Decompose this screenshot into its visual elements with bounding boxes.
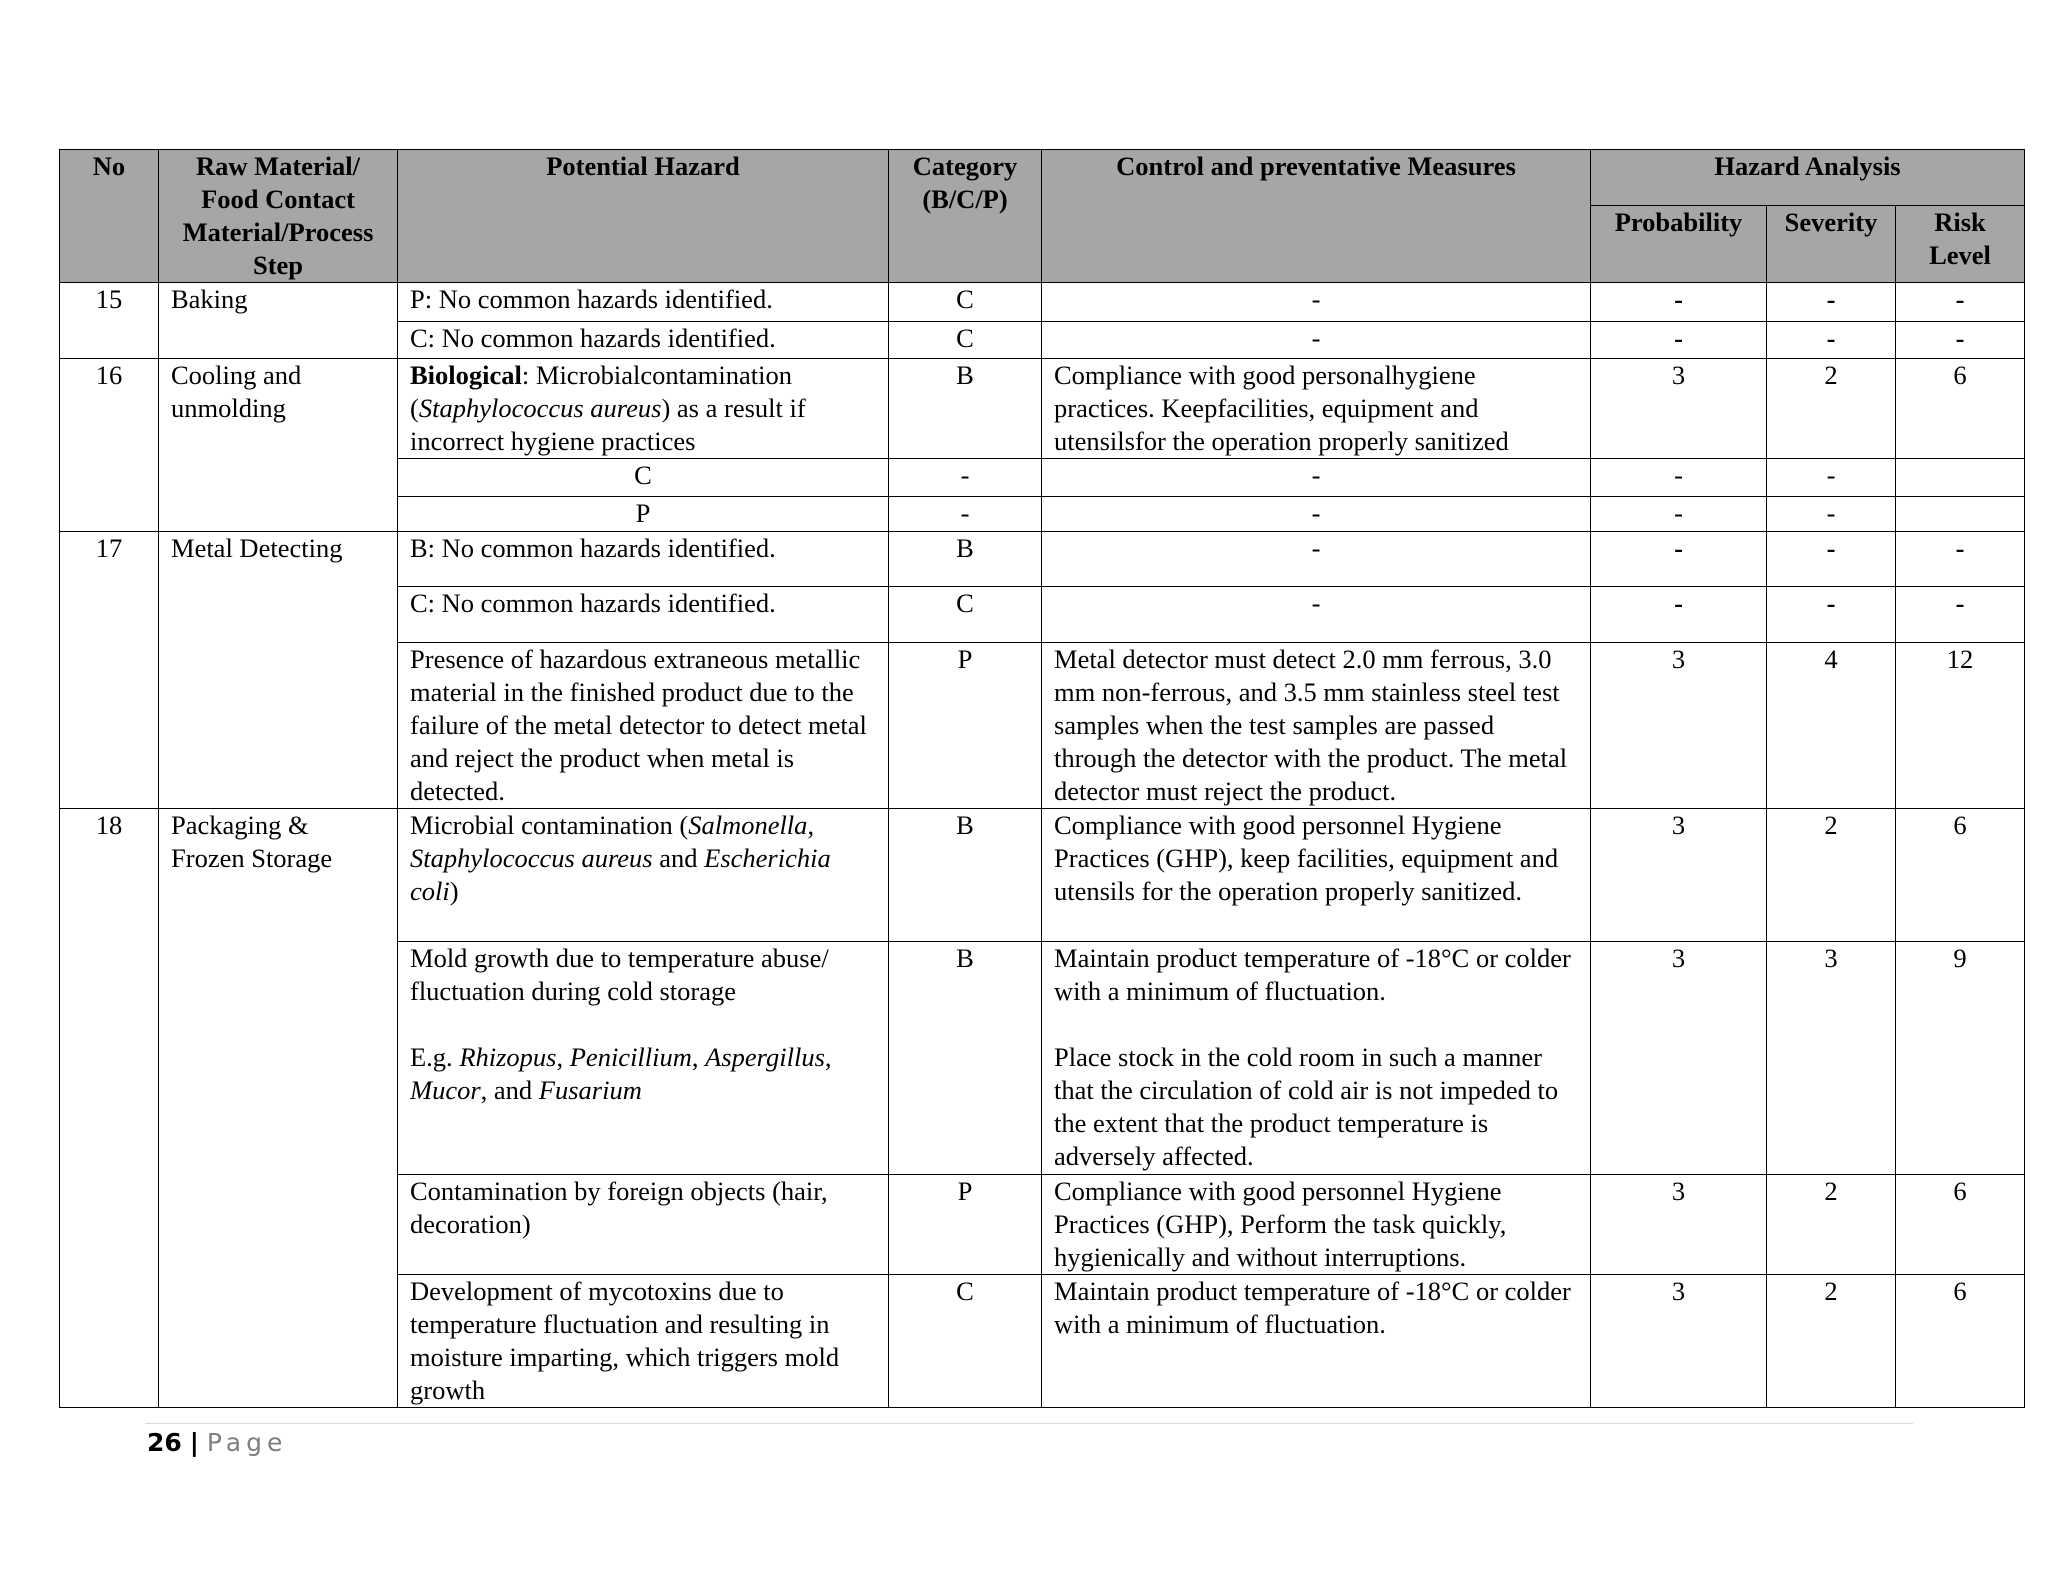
probability-cell: - [1591,459,1767,497]
page-label: Page [206,1428,288,1457]
hazard-cell: C: No common hazards identified. [398,322,889,359]
risk-cell: 6 [1896,359,2025,459]
header-category: Category (B/C/P) [889,150,1042,283]
probability-cell: 3 [1591,942,1767,1175]
category-cell: C [889,283,1042,322]
severity-cell: - [1767,322,1896,359]
table-row [60,283,2025,322]
hazard-cell: Microbial contamination (Salmonella, Staphylococcus aureus and Escherichia coli) [398,809,889,942]
probability-cell: 3 [1591,809,1767,942]
severity-cell: - [1767,532,1896,587]
risk-cell: 6 [1896,1175,2025,1275]
risk-cell: - [1896,532,2025,587]
probability-cell: 3 [1591,1275,1767,1408]
severity-cell: 2 [1767,1175,1896,1275]
risk-cell: 9 [1896,942,2025,1175]
hazard-cell: C: No common hazards identified. [398,587,889,643]
severity-cell: 2 [1767,359,1896,459]
risk-cell: 6 [1896,809,2025,942]
control-cell: Compliance with good personalhygiene practices. Keepfacilities, equipment and utensilsfor the operation properly sanitized [1042,359,1591,459]
hazard-cell: C [398,459,889,497]
hazard-cell: Development of mycotoxins due to temperature fluctuation and resulting in moisture imparting, which triggers mold growth [398,1275,889,1408]
table-row [60,359,2025,459]
severity-cell: 2 [1767,1275,1896,1408]
category-cell: P [889,643,1042,809]
hazard-type-label: Biological [410,360,522,390]
process-step: Packaging & Frozen Storage [159,809,398,1408]
hazard-cell: Mold growth due to temperature abuse/ fluctuation during cold storage E.g. Rhizopus, Penicillium, Aspergillus, Mucor, and Fusarium [398,942,889,1175]
category-cell: P [889,1175,1042,1275]
severity-cell: 4 [1767,643,1896,809]
control-cell: - [1042,532,1591,587]
header-no: No [60,150,159,283]
process-step: Cooling and unmolding [159,359,398,532]
control-cell: - [1042,283,1591,322]
severity-cell: 3 [1767,942,1896,1175]
control-cell: Compliance with good personnel Hygiene Practices (GHP), Perform the task quickly, hygienically and without interruptions. [1042,1175,1591,1275]
header-raw-material: Raw Material/ Food Contact Material/Process Step [159,150,398,283]
footer-divider [145,1423,1913,1424]
control-cell: Maintain product temperature of -18°C or colder with a minimum of fluctuation. Place stock in the cold room in such a manner that the circulation of cold air is not impeded to the extent that the product temperature is adversely affected. [1042,942,1591,1175]
risk-cell: 6 [1896,1275,2025,1408]
probability-cell: 3 [1591,643,1767,809]
category-cell: C [889,322,1042,359]
control-cell: - [1042,459,1591,497]
severity-cell: - [1767,497,1896,532]
header-severity: Severity [1767,206,1896,283]
row-number: 17 [60,532,159,809]
control-cell: Metal detector must detect 2.0 mm ferrous, 3.0 mm non-ferrous, and 3.5 mm stainless steel test samples when the test samples are passed through the detector with the product. The metal detector must reject the product. [1042,643,1591,809]
header-potential-hazard: Potential Hazard [398,150,889,283]
risk-cell [1896,497,2025,532]
process-step: Baking [159,283,398,359]
category-cell: B [889,532,1042,587]
hazard-analysis-table [59,149,2025,1408]
hazard-cell: Contamination by foreign objects (hair, decoration) [398,1175,889,1275]
page-footer [147,1426,287,1460]
page-number: 26 [147,1428,182,1457]
control-cell: - [1042,497,1591,532]
risk-cell [1896,459,2025,497]
category-cell: - [889,497,1042,532]
severity-cell: - [1767,587,1896,643]
hazard-cell: P [398,497,889,532]
row-number: 18 [60,809,159,1408]
category-cell: B [889,942,1042,1175]
probability-cell: 3 [1591,359,1767,459]
probability-cell: 3 [1591,1175,1767,1275]
control-cell: Compliance with good personnel Hygiene Practices (GHP), keep facilities, equipment and utensils for the operation properly sanitized. [1042,809,1591,942]
header-hazard-analysis: Hazard Analysis [1591,150,2025,206]
hazard-cell: Biological: Microbialcontamination (Staphylococcus aureus) as a result if incorrect hygiene practices [398,359,889,459]
control-cell: Maintain product temperature of -18°C or colder with a minimum of fluctuation. [1042,1275,1591,1408]
hazard-cell: Presence of hazardous extraneous metallic material in the finished product due to the failure of the metal detector to detect metal and reject the product when metal is detected. [398,643,889,809]
hazard-cell: B: No common hazards identified. [398,532,889,587]
category-cell: B [889,359,1042,459]
footer-separator: | [189,1428,199,1457]
risk-cell: 12 [1896,643,2025,809]
severity-cell: - [1767,459,1896,497]
probability-cell: - [1591,322,1767,359]
header-probability: Probability [1591,206,1767,283]
table-row [60,809,2025,942]
probability-cell: - [1591,587,1767,643]
category-cell: C [889,1275,1042,1408]
row-number: 16 [60,359,159,532]
category-cell: - [889,459,1042,497]
category-cell: B [889,809,1042,942]
severity-cell: - [1767,283,1896,322]
row-number: 15 [60,283,159,359]
header-risk-level: Risk Level [1896,206,2025,283]
header-control-measures: Control and preventative Measures [1042,150,1591,283]
probability-cell: - [1591,497,1767,532]
hazard-cell: P: No common hazards identified. [398,283,889,322]
risk-cell: - [1896,587,2025,643]
table-row [60,532,2025,587]
process-step: Metal Detecting [159,532,398,809]
probability-cell: - [1591,283,1767,322]
severity-cell: 2 [1767,809,1896,942]
control-cell: - [1042,587,1591,643]
control-cell: - [1042,322,1591,359]
probability-cell: - [1591,532,1767,587]
category-cell: C [889,587,1042,643]
risk-cell: - [1896,283,2025,322]
risk-cell: - [1896,322,2025,359]
